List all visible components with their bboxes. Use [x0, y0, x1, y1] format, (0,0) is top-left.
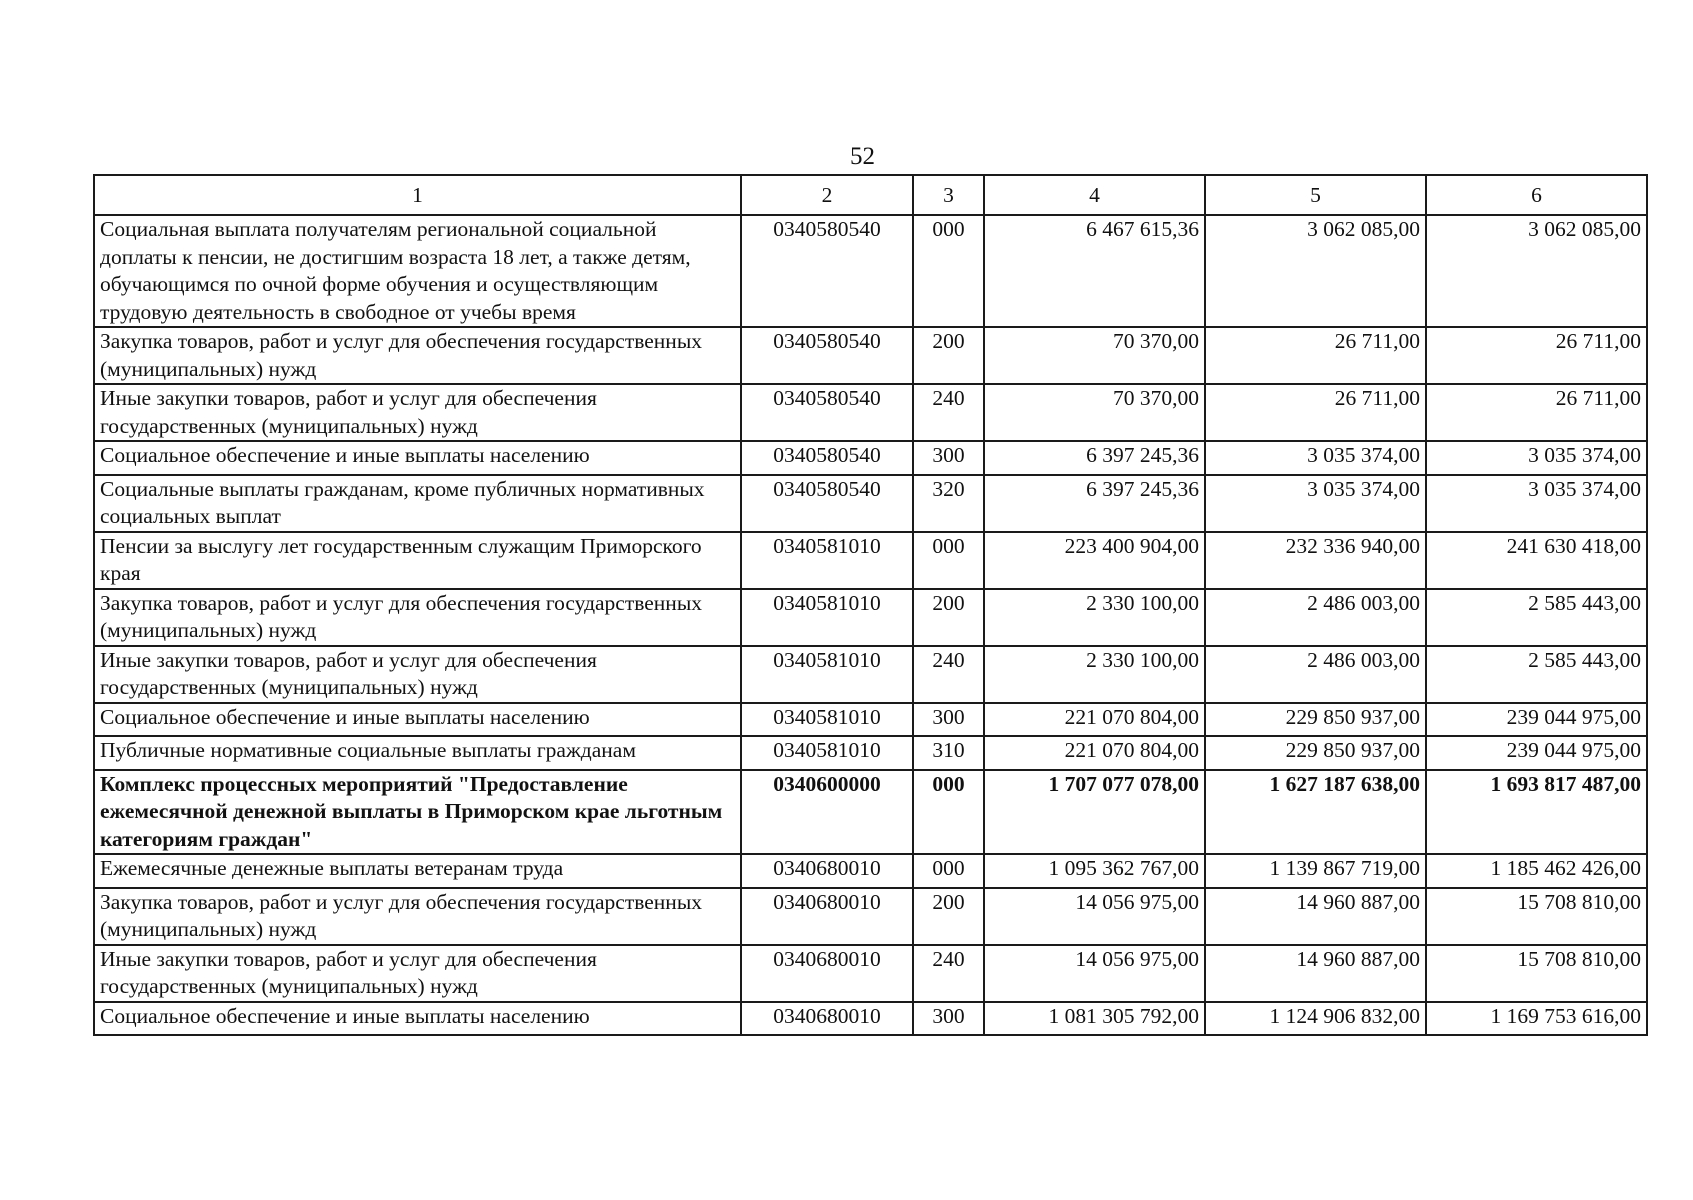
table-row: [94, 945, 1647, 1002]
row-value-col6: 1 693 817 487,00: [1426, 770, 1647, 855]
row-value-col5: 1 627 187 638,00: [1205, 770, 1426, 855]
row-name: Закупка товаров, работ и услуг для обеспечения государственных (муниципальных) нужд: [94, 888, 741, 945]
row-value-col6: 26 711,00: [1426, 384, 1647, 441]
row-code: 0340581010: [741, 589, 913, 646]
table-row: [94, 703, 1647, 737]
row-value-col5: 1 139 867 719,00: [1205, 854, 1426, 888]
row-value-col5: 229 850 937,00: [1205, 703, 1426, 737]
row-value-col4: 2 330 100,00: [984, 646, 1205, 703]
row-value-col4: 14 056 975,00: [984, 945, 1205, 1002]
row-name: Социальное обеспечение и иные выплаты населению: [94, 441, 741, 475]
row-code: 0340580540: [741, 215, 913, 327]
row-name: Социальное обеспечение и иные выплаты населению: [94, 1002, 741, 1036]
row-value-col5: 229 850 937,00: [1205, 736, 1426, 770]
row-code: 0340680010: [741, 945, 913, 1002]
header-col-3: 3: [913, 175, 984, 215]
row-type: 000: [913, 770, 984, 855]
table-row: [94, 646, 1647, 703]
row-value-col4: 1 707 077 078,00: [984, 770, 1205, 855]
header-col-1: 1: [94, 175, 741, 215]
row-name: Закупка товаров, работ и услуг для обеспечения государственных (муниципальных) нужд: [94, 589, 741, 646]
row-value-col5: 26 711,00: [1205, 327, 1426, 384]
row-type: 200: [913, 589, 984, 646]
header-col-5: 5: [1205, 175, 1426, 215]
row-value-col4: 70 370,00: [984, 384, 1205, 441]
header-col-4: 4: [984, 175, 1205, 215]
row-value-col4: 2 330 100,00: [984, 589, 1205, 646]
row-name: Ежемесячные денежные выплаты ветеранам труда: [94, 854, 741, 888]
row-name: Социальная выплата получателям региональной социальной доплаты к пенсии, не достигшим возраста 18 лет, а также детям, обучающимся по очной форме обучения и осуществляющим трудовую деятельность в свободное от учебы время: [94, 215, 741, 327]
row-name: Публичные нормативные социальные выплаты гражданам: [94, 736, 741, 770]
header-col-6: 6: [1426, 175, 1647, 215]
row-type: 000: [913, 854, 984, 888]
row-value-col5: 14 960 887,00: [1205, 945, 1426, 1002]
row-value-col4: 1 095 362 767,00: [984, 854, 1205, 888]
row-value-col6: 26 711,00: [1426, 327, 1647, 384]
row-code: 0340600000: [741, 770, 913, 855]
row-code: 0340680010: [741, 854, 913, 888]
row-value-col5: 14 960 887,00: [1205, 888, 1426, 945]
row-value-col5: 26 711,00: [1205, 384, 1426, 441]
row-value-col4: 70 370,00: [984, 327, 1205, 384]
row-value-col6: 241 630 418,00: [1426, 532, 1647, 589]
row-name: Пенсии за выслугу лет государственным служащим Приморского края: [94, 532, 741, 589]
row-name: Иные закупки товаров, работ и услуг для обеспечения государственных (муниципальных) нужд: [94, 945, 741, 1002]
row-value-col6: 15 708 810,00: [1426, 888, 1647, 945]
row-value-col5: 1 124 906 832,00: [1205, 1002, 1426, 1036]
row-value-col6: 15 708 810,00: [1426, 945, 1647, 1002]
table-row: [94, 532, 1647, 589]
row-name: Иные закупки товаров, работ и услуг для обеспечения государственных (муниципальных) нужд: [94, 646, 741, 703]
table-body: [94, 215, 1647, 1035]
row-type: 300: [913, 441, 984, 475]
row-value-col4: 14 056 975,00: [984, 888, 1205, 945]
row-code: 0340581010: [741, 532, 913, 589]
row-code: 0340581010: [741, 646, 913, 703]
row-value-col6: 1 185 462 426,00: [1426, 854, 1647, 888]
row-name: Комплекс процессных мероприятий "Предоставление ежемесячной денежной выплаты в Приморском крае льготным категориям граждан": [94, 770, 741, 855]
row-value-col5: 3 035 374,00: [1205, 441, 1426, 475]
table-row: [94, 736, 1647, 770]
row-type: 200: [913, 888, 984, 945]
table-row: [94, 888, 1647, 945]
row-code: 0340580540: [741, 441, 913, 475]
table-row: [94, 770, 1647, 855]
table-row: [94, 1002, 1647, 1036]
row-code: 0340581010: [741, 736, 913, 770]
row-type: 240: [913, 646, 984, 703]
row-value-col6: 239 044 975,00: [1426, 736, 1647, 770]
row-type: 240: [913, 945, 984, 1002]
row-name: Социальное обеспечение и иные выплаты населению: [94, 703, 741, 737]
table-row: [94, 854, 1647, 888]
row-type: 200: [913, 327, 984, 384]
table-row: [94, 589, 1647, 646]
row-code: 0340580540: [741, 475, 913, 532]
row-value-col4: 223 400 904,00: [984, 532, 1205, 589]
row-value-col6: 3 062 085,00: [1426, 215, 1647, 327]
budget-table: [93, 174, 1648, 1036]
row-type: 240: [913, 384, 984, 441]
header-col-2: 2: [741, 175, 913, 215]
page-number: 52: [850, 143, 875, 170]
row-value-col6: 3 035 374,00: [1426, 475, 1647, 532]
row-type: 300: [913, 703, 984, 737]
row-type: 000: [913, 215, 984, 327]
row-value-col4: 6 397 245,36: [984, 475, 1205, 532]
row-value-col4: 6 397 245,36: [984, 441, 1205, 475]
row-type: 320: [913, 475, 984, 532]
row-code: 0340680010: [741, 1002, 913, 1036]
row-name: Социальные выплаты гражданам, кроме публичных нормативных социальных выплат: [94, 475, 741, 532]
row-value-col4: 6 467 615,36: [984, 215, 1205, 327]
row-value-col4: 221 070 804,00: [984, 703, 1205, 737]
row-code: 0340580540: [741, 384, 913, 441]
row-value-col4: 221 070 804,00: [984, 736, 1205, 770]
table-row: [94, 215, 1647, 327]
row-name: Иные закупки товаров, работ и услуг для обеспечения государственных (муниципальных) нужд: [94, 384, 741, 441]
row-value-col5: 3 035 374,00: [1205, 475, 1426, 532]
row-value-col5: 3 062 085,00: [1205, 215, 1426, 327]
row-value-col4: 1 081 305 792,00: [984, 1002, 1205, 1036]
row-code: 0340581010: [741, 703, 913, 737]
header-row: [94, 175, 1647, 215]
table-row: [94, 384, 1647, 441]
row-value-col6: 1 169 753 616,00: [1426, 1002, 1647, 1036]
row-type: 300: [913, 1002, 984, 1036]
row-value-col6: 239 044 975,00: [1426, 703, 1647, 737]
row-value-col5: 232 336 940,00: [1205, 532, 1426, 589]
row-value-col6: 3 035 374,00: [1426, 441, 1647, 475]
row-value-col5: 2 486 003,00: [1205, 589, 1426, 646]
row-value-col6: 2 585 443,00: [1426, 646, 1647, 703]
row-value-col5: 2 486 003,00: [1205, 646, 1426, 703]
table-row: [94, 475, 1647, 532]
row-type: 000: [913, 532, 984, 589]
table-row: [94, 441, 1647, 475]
row-value-col6: 2 585 443,00: [1426, 589, 1647, 646]
row-code: 0340580540: [741, 327, 913, 384]
table-row: [94, 327, 1647, 384]
row-code: 0340680010: [741, 888, 913, 945]
row-type: 310: [913, 736, 984, 770]
row-name: Закупка товаров, работ и услуг для обеспечения государственных (муниципальных) нужд: [94, 327, 741, 384]
